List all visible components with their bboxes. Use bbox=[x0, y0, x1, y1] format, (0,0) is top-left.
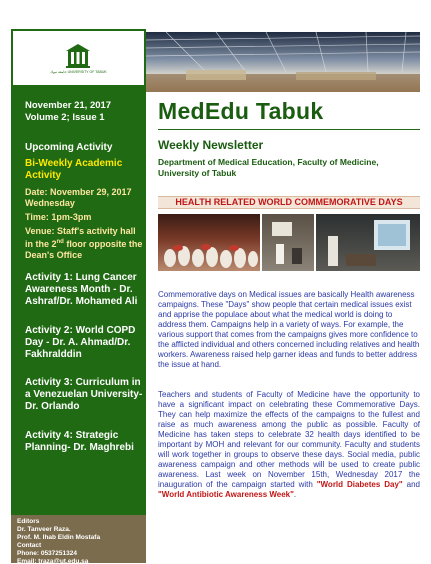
event-photo-room bbox=[262, 214, 314, 271]
issue-info bbox=[25, 100, 111, 124]
logo-box bbox=[11, 29, 146, 87]
activity-item-1: Activity 1: Lung Cancer Awareness Month - Dr. Ashraf/Dr. Mohamed Ali bbox=[25, 272, 138, 307]
highlight-diabetes-day: "World Diabetes Day" bbox=[316, 480, 403, 489]
section-banner: HEALTH RELATED WORLD COMMEMORATIVE DAYS bbox=[158, 196, 420, 209]
activity-item-3: Activity 3: Curriculum in a Venezuelan University- Dr. Orlando bbox=[25, 377, 143, 412]
activity-item-2: Activity 2: World COPD Day - Dr. A. Ahmad/Dr. Fakhralddin bbox=[25, 325, 136, 360]
editors-box bbox=[11, 515, 146, 563]
event-photo-presentation bbox=[316, 214, 420, 271]
event-photo-audience bbox=[158, 214, 260, 271]
title-divider bbox=[158, 129, 420, 130]
highlight-antibiotic-week: "World Antibiotic Awareness Week" bbox=[158, 490, 294, 499]
activity-date: Date: November 29, 2017 Wednesday bbox=[25, 187, 132, 208]
upcoming-heading: Upcoming Activity bbox=[25, 142, 113, 153]
logo-caption: جامعة تبوك UNIVERSITY OF TABUK bbox=[50, 69, 107, 74]
editor-name: Prof. M. Ihab Eldin Mostafa bbox=[17, 534, 101, 541]
contact-email[interactable]: Email: traza@ut.edu.sa bbox=[17, 558, 89, 564]
atrium-image bbox=[146, 32, 420, 92]
editor-name: Dr. Tanveer Raza. bbox=[17, 526, 71, 533]
header-image bbox=[146, 32, 420, 92]
university-logo bbox=[50, 42, 106, 75]
contact-phone: Phone: 0537251324 bbox=[17, 550, 77, 557]
newsletter-subtitle: Weekly Newsletter bbox=[158, 138, 264, 152]
sidebar bbox=[11, 29, 146, 563]
activity-item-4: Activity 4: Strategic Planning- Dr. Maghrebi bbox=[25, 430, 134, 453]
issue-date: November 21, 2017 bbox=[25, 100, 112, 111]
logo-icon bbox=[62, 42, 94, 70]
newsletter-title: MedEdu Tabuk bbox=[158, 98, 324, 124]
photo-strip bbox=[158, 214, 420, 271]
contact-heading: Contact bbox=[17, 542, 42, 549]
issue-volume: Volume 2; Issue 1 bbox=[25, 112, 105, 123]
editors-heading: Editors bbox=[17, 518, 40, 525]
body-paragraph: Teachers and students of Faculty of Medicine have the opportunity to have a significant impact on celebrating these Commemorative Days. They can help maximize the effects of the campaigns to the fullest and raise as much awareness among the public as possible. Faculty of Medicine has taken steps to celebrate 32 health days identified to be important by MOH and relevant for our community. Faculty and students will work together in groups to observe these days. Social media, public awareness campaign and other methods will be used to create public awareness. Last week on November 15th, Wednesday 2017 the inauguration of the campaign started with "World Diabetes Day" and "World Antibiotic Awareness Week". bbox=[158, 390, 420, 499]
activity-venue: Venue: Staff's activity hall in the 2nd floor opposite the Dean's Office bbox=[25, 226, 143, 260]
intro-paragraph: Commemorative days on Medical issues are basically Health awareness campaigns. These "Days" show people that certain medical issues exist and apprise the populace about what the medical world is doing to address them. Campaigns help in a variety of ways. For example, the various support that comes from the campaigns gives more confidence to the afflicted individual and others concerned including relatives and health workers. Awareness raised help garner ideas and funds to better address the issue at hand. bbox=[158, 290, 420, 369]
department-name: Department of Medical Education, Faculty of Medicine, University of Tabuk bbox=[158, 157, 379, 178]
activity-title: Bi-Weekly Academic Activity bbox=[25, 158, 123, 181]
activity-time: Time: 1pm-3pm bbox=[25, 212, 92, 222]
